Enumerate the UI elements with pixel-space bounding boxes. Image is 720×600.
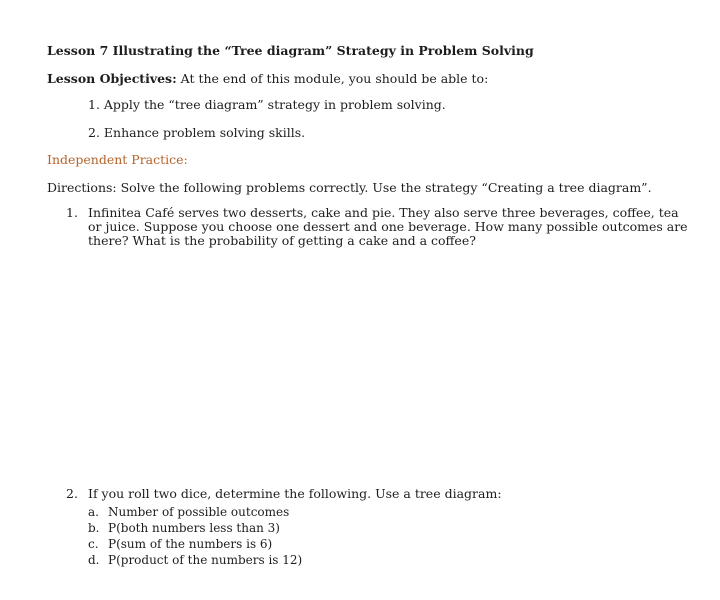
subitem [88, 536, 302, 552]
subitem-text: P(product of the numbers is 12) [108, 553, 303, 567]
problem-text: Infinitea Café serves two desserts, cake and pie. They also serve three beverages, coffee, tea or juice. Suppose you choose one dessert and one beverage. How many possible outcomes are there? What is the probability of getting a cake and a coffee? [88, 205, 688, 248]
lesson-title: Lesson 7 Illustrating the “Tree diagram” Strategy in Problem Solving [47, 43, 534, 58]
lesson-objectives [47, 71, 488, 87]
subitem-text: Number of possible outcomes [108, 505, 290, 519]
directions: Directions: Solve the following problems correctly. Use the strategy “Creating a tree diagram”. [47, 180, 652, 195]
subitem [88, 520, 302, 536]
objective-item: 1. Apply the “tree diagram” strategy in problem solving. [88, 97, 446, 112]
problem-number: 2. [66, 486, 78, 501]
subitem-letter: b. [88, 521, 100, 535]
objectives-label: Lesson Objectives: [47, 71, 177, 86]
subitem-letter: a. [88, 505, 99, 519]
subitem-letter: d. [88, 553, 100, 567]
problem-1 [66, 206, 696, 248]
subitem-text: P(both numbers less than 3) [108, 521, 280, 535]
subitem [88, 552, 302, 568]
problem-number: 1. [66, 205, 78, 220]
problem-text: If you roll two dice, determine the following. Use a tree diagram: [88, 486, 502, 501]
objective-item: 2. Enhance problem solving skills. [88, 125, 306, 140]
subitem-text: P(sum of the numbers is 6) [108, 537, 273, 551]
problem-2-subitems [88, 504, 302, 568]
subitem-letter: c. [88, 537, 99, 551]
problem-2 [66, 486, 502, 501]
objectives-text: At the end of this module, you should be able to: [176, 71, 489, 86]
subitem [88, 504, 302, 520]
independent-practice-heading: Independent Practice: [47, 152, 188, 167]
